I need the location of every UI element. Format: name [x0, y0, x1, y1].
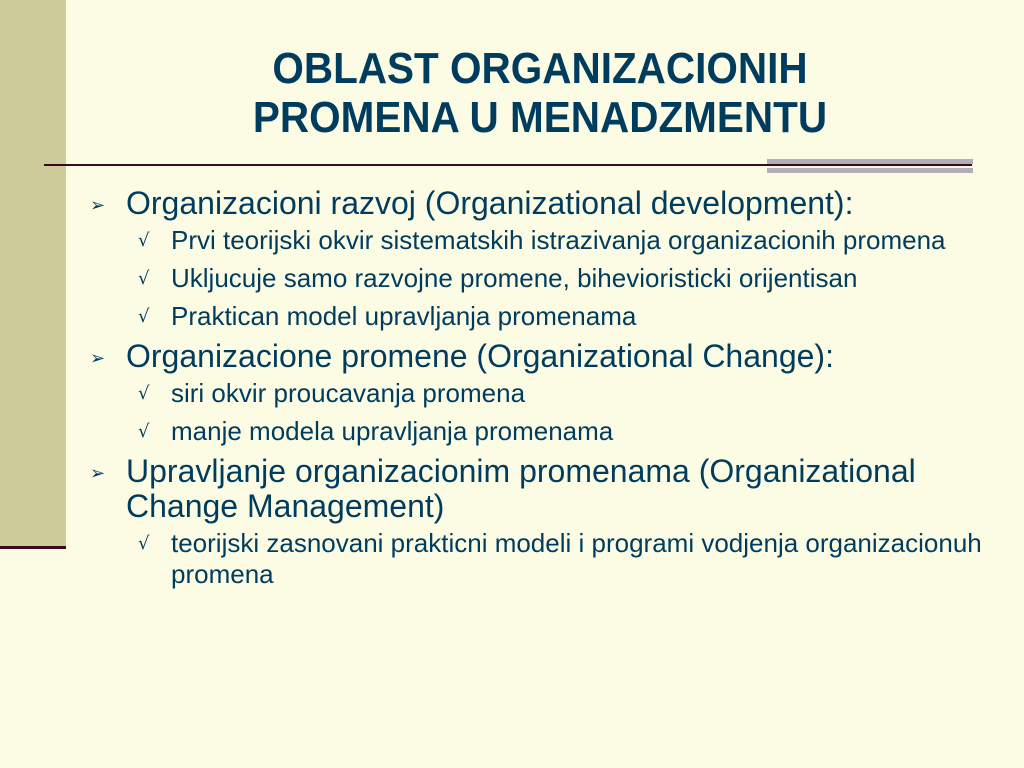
slide-content — [90, 186, 1010, 597]
sub-bullet-text: Ukljucuje samo razvojne promene, bihevioristicki orijentisan — [171, 263, 858, 293]
check-bullet-icon: √ — [138, 268, 150, 289]
section-heading: Organizacione promene (Organizational Change): — [126, 338, 834, 374]
sub-bullet — [90, 416, 1010, 447]
title-line-1: OBLAST ORGANIZACIONIH — [272, 44, 808, 93]
sub-bullet — [90, 528, 1010, 590]
sub-bullet — [90, 301, 1010, 332]
check-bullet-icon: √ — [138, 421, 150, 442]
accent-bar — [767, 159, 973, 164]
sub-bullet-text: Prvi teorijski okvir sistematskih istrazivanja organizacionih promena — [171, 225, 946, 255]
sub-bullet-text: teorijski zasnovani prakticni modeli i programi vodjenja organizacionuh promena — [171, 528, 982, 589]
left-decorative-band — [0, 0, 66, 546]
arrow-bullet-icon: ➢ — [90, 463, 106, 483]
arrow-bullet-icon: ➢ — [90, 348, 106, 368]
title-line-2: PROMENA U MENADZMENTU — [252, 93, 828, 142]
check-bullet-icon: √ — [138, 230, 150, 251]
check-bullet-icon: √ — [138, 383, 150, 404]
section-heading: Upravljanje organizacionim promenama (Organizational Change Management) — [126, 453, 916, 524]
left-band-underline — [0, 546, 66, 549]
section-heading: Organizacioni razvoj (Organizational development): — [126, 185, 854, 221]
sub-bullet — [90, 378, 1010, 409]
bullet-section-3 — [90, 454, 1010, 524]
sub-bullet-text: siri okvir proucavanja promena — [171, 378, 526, 408]
accent-bar — [767, 168, 973, 173]
bullet-section-1 — [90, 186, 1010, 221]
arrow-bullet-icon: ➢ — [90, 195, 106, 215]
sub-bullet-text: manje modela upravljanja promenama — [171, 416, 614, 446]
bullet-section-2 — [90, 339, 1010, 374]
title-accent-bars — [767, 159, 973, 177]
sub-bullet-text: Praktican model upravljanja promenama — [171, 301, 637, 331]
sub-bullet — [90, 263, 1010, 294]
slide-title — [135, 44, 945, 142]
check-bullet-icon: √ — [138, 306, 150, 327]
sub-bullet — [90, 225, 1010, 256]
check-bullet-icon: √ — [138, 533, 150, 554]
